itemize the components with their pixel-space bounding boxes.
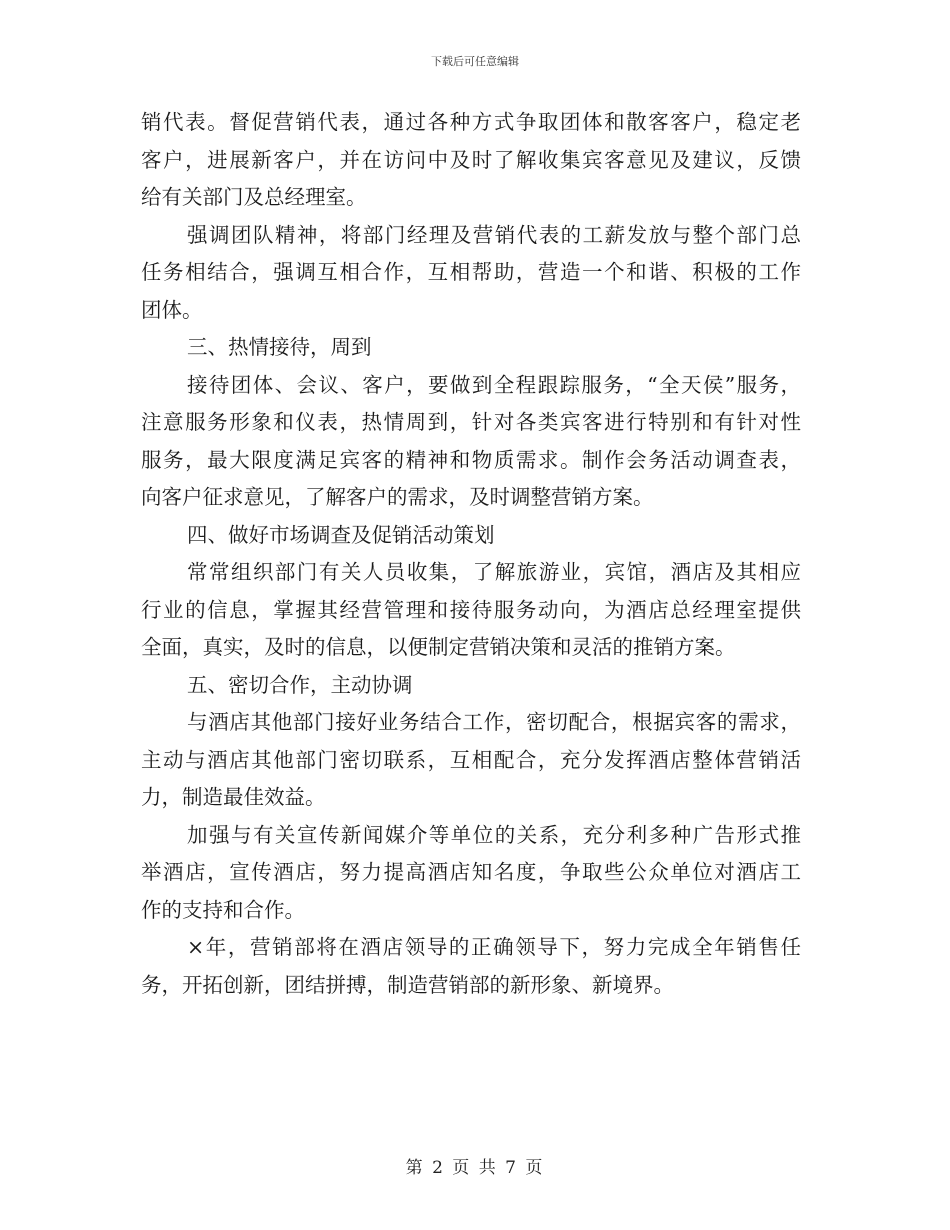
text-line: 客户，进展新客户，并在访问中及时了解收集宾客意见及建议，反馈 xyxy=(141,147,801,172)
text-line: 加强与有关宣传新闻媒介等单位的关系，充分利多种广告形式推 xyxy=(187,822,801,847)
text-line: 销代表。督促营销代表，通过各种方式争取团体和散客客户，稳定老 xyxy=(141,110,801,134)
text-line: 与酒店其他部门接好业务结合工作，密切配合，根据宾客的需求， xyxy=(187,710,801,734)
text-line: 向客户征求意见，了解客户的需求，及时调整营销方案。 xyxy=(141,485,654,509)
text-line: 力，制造最佳效益。 xyxy=(141,785,326,809)
text-line: 给有关部门及总经理室。 xyxy=(141,185,367,209)
text-line: 作的支持和合作。 xyxy=(141,897,305,922)
text-line: 主动与酒店其他部门密切联系，互相配合，充分发挥酒店整体营销活 xyxy=(141,747,801,772)
text-line: 强调团队精神，将部门经理及营销代表的工薪发放与整个部门总 xyxy=(187,222,801,247)
text-line: 举酒店，宣传酒店，努力提高酒店知名度，争取些公众单位对酒店工 xyxy=(141,860,801,884)
text-line: 服务，最大限度满足宾客的精神和物质需求。制作会务活动调查表， xyxy=(141,447,801,472)
document-body xyxy=(141,104,801,1004)
text-line: 团体。 xyxy=(141,297,203,322)
text-line: 五、密切合作，主动协调 xyxy=(187,672,413,697)
text-line: 四、做好市场调查及促销活动策划 xyxy=(187,522,495,547)
text-line: 三、热情接待，周到 xyxy=(187,335,372,359)
text-line: 接待团体、会议、客户，要做到全程跟踪服务，“全天侯”服务， xyxy=(187,372,801,397)
text-line: 常常组织部门有关人员收集，了解旅游业，宾馆，酒店及其相应 xyxy=(187,560,801,584)
text-line: 务，开拓创新，团结拼搏，制造营销部的新形象、新境界。 xyxy=(141,972,674,997)
text-line: 全面，真实，及时的信息，以便制定营销决策和灵活的推销方案。 xyxy=(141,635,736,659)
page-header: 下载后可任意编辑 xyxy=(431,55,519,68)
text-line: 行业的信息，掌握其经营管理和接待服务动向，为酒店总经理室提供 xyxy=(141,597,801,622)
page-footer-page-number: 第 2 页 共 7 页 xyxy=(405,1158,545,1178)
text-line: 任务相结合，强调互相合作，互相帮助，营造一个和谐、积极的工作 xyxy=(141,260,801,284)
text-line: ×年，营销部将在酒店领导的正确领导下，努力完成全年销售任 xyxy=(187,935,801,959)
text-line: 注意服务形象和仪表，热情周到，针对各类宾客进行特别和有针对性 xyxy=(141,410,801,434)
